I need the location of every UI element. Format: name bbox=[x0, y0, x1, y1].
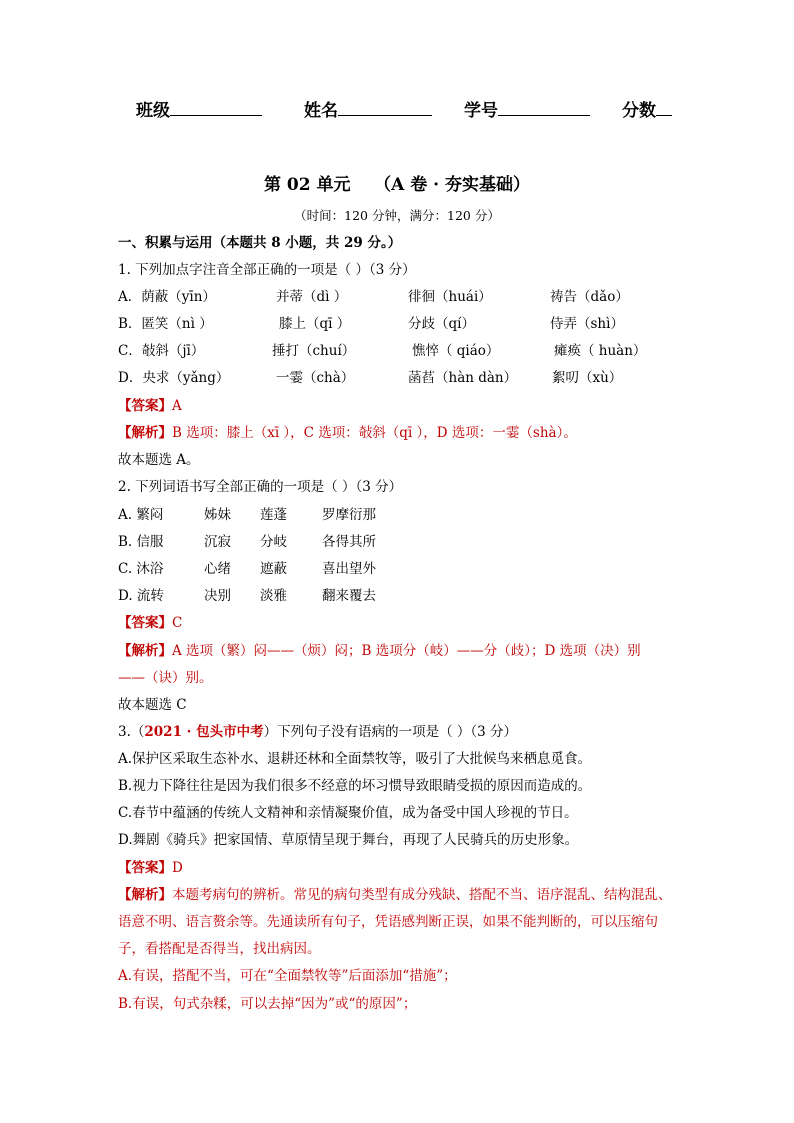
score-label: 分数 bbox=[622, 101, 656, 121]
question-2-option-c bbox=[118, 560, 718, 578]
student-id-blank[interactable] bbox=[498, 97, 590, 116]
analysis-line: B.有误，句式杂糅，可以去掉“因为”或“的原因”； bbox=[118, 996, 417, 1012]
question-1-answer bbox=[118, 397, 182, 415]
question-text: ）下列句子没有语病的一项是（ ）（3 分） bbox=[263, 724, 517, 740]
score-field[interactable] bbox=[622, 96, 672, 121]
option-item: 决别 bbox=[204, 588, 231, 604]
page-title: 第 02 单元 （A 卷 · 夯实基础） bbox=[263, 175, 531, 195]
analysis-line: 子，看搭配是否得当，找出病因。 bbox=[118, 941, 321, 957]
option-item: 捶打（chuí） bbox=[272, 343, 356, 359]
question-1-option-c bbox=[118, 342, 718, 360]
question-2-analysis bbox=[118, 642, 641, 660]
question-2-option-b bbox=[118, 533, 718, 551]
answer-value: A bbox=[172, 398, 182, 414]
question-2-answer bbox=[118, 614, 182, 632]
question-2-conclusion: 故本题选 C bbox=[118, 697, 187, 713]
analysis-text: B 选项：膝上（xī ），C 选项：敧斜（qī ），D 选项：一霎（shà）。 bbox=[172, 425, 577, 441]
exam-info: （时间：120 分钟，满分：120 分） bbox=[294, 208, 500, 223]
class-field[interactable] bbox=[136, 96, 262, 121]
option-item: 菡萏（hàn dàn） bbox=[408, 370, 518, 386]
class-blank[interactable] bbox=[170, 97, 262, 116]
option-item: B. 信服 bbox=[118, 534, 164, 550]
question-1-conclusion: 故本题选 A。 bbox=[118, 452, 200, 468]
analysis-tag: 【解析】 bbox=[118, 643, 172, 659]
option-item: 各得其所 bbox=[322, 534, 376, 550]
option-item: 憔悴（ qiáo） bbox=[412, 343, 500, 359]
analysis-text: 本题考病句的辨析。常见的病句类型有成分残缺、搭配不当、语序混乱、结构混乱、 bbox=[172, 887, 672, 903]
option-item: 侍弄（shì） bbox=[550, 316, 624, 332]
answer-tag: 【答案】 bbox=[118, 860, 172, 876]
question-2-option-a bbox=[118, 506, 718, 524]
option-item: 莲蓬 bbox=[260, 507, 287, 523]
option-item: 淡雅 bbox=[260, 588, 287, 604]
option-item: 姊妹 bbox=[204, 507, 231, 523]
student-id-field[interactable] bbox=[464, 96, 590, 121]
answer-tag: 【答案】 bbox=[118, 398, 172, 414]
question-1-option-b bbox=[118, 315, 718, 333]
name-blank[interactable] bbox=[338, 97, 432, 116]
name-field[interactable] bbox=[304, 96, 432, 121]
option-item: C．敧斜（jī） bbox=[118, 343, 205, 359]
option-item: C. 沐浴 bbox=[118, 561, 164, 577]
option-item: 心绪 bbox=[204, 561, 231, 577]
analysis-text: A 选项（繁）闷——（烦）闷；B 选项分（岐）——分（歧）；D 选项（决）别 bbox=[172, 643, 641, 659]
option-item: D．央求（yǎng） bbox=[118, 370, 230, 386]
answer-tag: 【答案】 bbox=[118, 615, 172, 631]
question-2-option-d bbox=[118, 587, 718, 605]
section-heading: 一、积累与运用（本题共 8 小题，共 29 分。） bbox=[118, 235, 402, 251]
option-item: A. 繁闷 bbox=[118, 507, 164, 523]
question-3-option-a: A.保护区采取生态补水、退耕还林和全面禁牧等，吸引了大批候鸟来栖息觅食。 bbox=[118, 751, 592, 767]
option-item: D. 流转 bbox=[118, 588, 164, 604]
option-item: 絮叨（xù） bbox=[552, 370, 623, 386]
question-3-analysis bbox=[118, 886, 672, 904]
option-item: 喜出望外 bbox=[322, 561, 376, 577]
option-item: 罗摩衍那 bbox=[322, 507, 376, 523]
question-1-option-d bbox=[118, 369, 718, 387]
answer-value: C bbox=[172, 615, 183, 631]
option-item: 翻来覆去 bbox=[322, 588, 376, 604]
question-3-option-d: D.舞剧《骑兵》把家国情、草原情呈现于舞台，再现了人民骑兵的历史形象。 bbox=[118, 832, 579, 848]
question-2-analysis-cont: ——（诀）别。 bbox=[118, 670, 213, 686]
question-3-option-b: B.视力下降往往是因为我们很多不经意的坏习惯导致眼睛受损的原因而造成的。 bbox=[118, 778, 592, 794]
question-3-stem bbox=[118, 723, 517, 741]
analysis-tag: 【解析】 bbox=[118, 887, 172, 903]
student-info-header bbox=[0, 96, 794, 124]
option-item: 分岐 bbox=[260, 534, 287, 550]
question-3-answer bbox=[118, 859, 183, 877]
option-item: 瘫痪（ huàn） bbox=[554, 343, 647, 359]
option-item: 沉寂 bbox=[204, 534, 231, 550]
option-item: 分歧（qí） bbox=[408, 316, 475, 332]
class-label: 班级 bbox=[136, 101, 170, 121]
analysis-line: 语意不明、语言赘余等。先通读所有句子，凭语感判断正误，如果不能判断的，可以压缩句 bbox=[118, 914, 658, 930]
analysis-line: A.有误，搭配不当，可在“全面禁牧等”后面添加“措施”； bbox=[118, 968, 457, 984]
analysis-tag: 【解析】 bbox=[118, 425, 172, 441]
name-label: 姓名 bbox=[304, 101, 338, 121]
student-id-label: 学号 bbox=[464, 101, 498, 121]
option-item: 遮蔽 bbox=[260, 561, 287, 577]
score-blank[interactable] bbox=[656, 97, 672, 116]
option-item: 膝上（qī ） bbox=[279, 316, 351, 332]
option-item: 一霎（chà） bbox=[276, 370, 355, 386]
question-1-analysis bbox=[118, 424, 577, 442]
question-source: 2021 · 包头市中考 bbox=[144, 724, 264, 740]
option-item: B．匿笑（nì ） bbox=[118, 316, 213, 332]
question-1-stem: 1. 下列加点字注音全部正确的一项是（ ）（3 分） bbox=[118, 262, 416, 278]
option-item: 徘徊（huái） bbox=[408, 289, 492, 305]
option-item: A．荫蔽（yīn） bbox=[118, 289, 216, 305]
question-2-stem: 2. 下列词语书写全部正确的一项是（ ）（3 分） bbox=[118, 479, 403, 495]
option-item: 并蒂（dì ） bbox=[276, 289, 348, 305]
question-number: 3.（ bbox=[118, 724, 145, 740]
option-item: 祷告（dǎo） bbox=[550, 289, 629, 305]
answer-value: D bbox=[172, 860, 183, 876]
question-1-option-a bbox=[118, 288, 718, 306]
question-3-option-c: C.春节中蕴涵的传统人文精神和亲情凝聚价值，成为备受中国人珍视的节日。 bbox=[118, 805, 578, 821]
